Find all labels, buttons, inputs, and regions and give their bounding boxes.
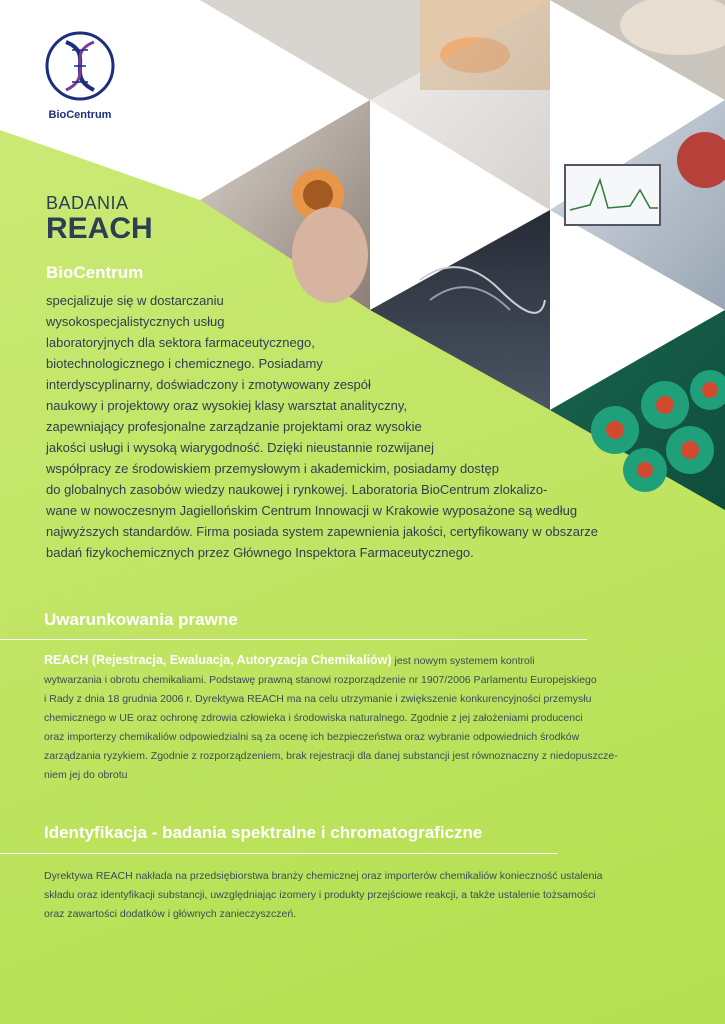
legal-first-line-rest: jest nowym systemem kontroli bbox=[391, 655, 535, 667]
identification-line: oraz zawartości dodatków i głównych zanieczyszczeń. bbox=[44, 908, 297, 920]
intro-line: badań fizykochemicznych przez Głównego Inspektora Farmaceutycznego. bbox=[46, 545, 474, 560]
identification-line: składu oraz identyfikacji substancji, uwzględniając izomery i produkty przejściowe reakcji, a także ustalenie tożsamości bbox=[44, 889, 596, 901]
legal-line: zarządzania ryzykiem. Zgodnie z rozporządzeniem, brak rejestracji dla danej substancji jest równoznaczny z niedopuszcze- bbox=[44, 750, 618, 762]
legal-line: chemicznego w UE oraz ochronę zdrowia człowieka i środowiska naturalnego. Zgodnie z jej założeniami producenci bbox=[44, 712, 583, 724]
intro-line: interdyscyplinarny, doświadczony i zmotywowany zespół bbox=[46, 377, 371, 392]
intro-line: naukowy i projektowy oraz wysokiej klasy warsztat analityczny, bbox=[46, 398, 408, 413]
page-header bbox=[46, 193, 153, 245]
section-divider bbox=[0, 853, 557, 854]
intro-line: współpracy ze środowiskiem przemysłowym i akademickim, posiadamy dostęp bbox=[46, 461, 499, 476]
legal-line: i Rady z dnia 18 grudnia 2006 r. Dyrektywa REACH ma na celu utrzymanie i zwiększenie konkurencyjności przemysłu bbox=[44, 693, 592, 705]
intro-line: do globalnych zasobów wiedzy naukowej i rynkowej. Laboratoria BioCentrum zlokalizo- bbox=[46, 482, 548, 497]
section-title-identification: Identyfikacja - badania spektralne i chromatograficzne bbox=[44, 823, 483, 842]
intro-line: wane w nowoczesnym Jagiellońskim Centrum Innowacji w Krakowie wyposażone są według bbox=[46, 503, 578, 518]
intro-line: laboratoryjnych dla sektora farmaceutycznego, bbox=[46, 335, 315, 350]
legal-line: niem jej do obrotu bbox=[44, 769, 128, 781]
legal-first-line bbox=[44, 651, 618, 671]
identification-paragraph bbox=[44, 867, 603, 924]
section-divider bbox=[0, 639, 587, 640]
intro-line: jakości usługi i wysoką wiarygodność. Dzięki nieustannie rozwijanej bbox=[46, 440, 435, 455]
intro-line: specjalizuje się w dostarczaniu bbox=[46, 293, 224, 308]
biocentrum-logo bbox=[40, 30, 120, 121]
page-title: REACH bbox=[46, 212, 153, 245]
dna-logo-icon bbox=[44, 30, 116, 102]
legal-line: wytwarzania i obrotu chemikaliami. Podstawę prawną stanowi rozporządzenie nr 1907/2006 Parlamentu Europejskiego bbox=[44, 674, 597, 686]
reach-definition-lead: REACH (Rejestracja, Ewaluacja, Autoryzacja Chemikaliów) bbox=[44, 653, 392, 667]
intro-line: wysokospecjalistycznych usług bbox=[46, 314, 225, 329]
legal-paragraph bbox=[44, 651, 618, 785]
logo-text: BioCentrum bbox=[48, 109, 112, 121]
identification-line: Dyrektywa REACH nakłada na przedsiębiorstwa branży chemicznej oraz importerów chemikaliów konieczność ustalenia bbox=[44, 870, 603, 882]
intro-line: biotechnologicznego i chemicznego. Posiadamy bbox=[46, 356, 323, 371]
page-kicker: BADANIA bbox=[46, 193, 129, 213]
intro-brand: BioCentrum bbox=[46, 263, 144, 282]
intro-paragraph bbox=[46, 290, 598, 563]
section-title-legal: Uwarunkowania prawne bbox=[44, 610, 238, 629]
intro-line: najwyższych standardów. Firma posiada system zapewnienia jakości, certyfikowany w obszarze bbox=[46, 524, 599, 539]
legal-line: oraz importerzy chemikaliów odpowiedzialni są za ocenę ich bezpieczeństwa oraz wybranie odpowiednich środków bbox=[44, 731, 580, 743]
intro-line: zapewniający profesjonalne zarządzanie projektami oraz wysokie bbox=[46, 419, 422, 434]
